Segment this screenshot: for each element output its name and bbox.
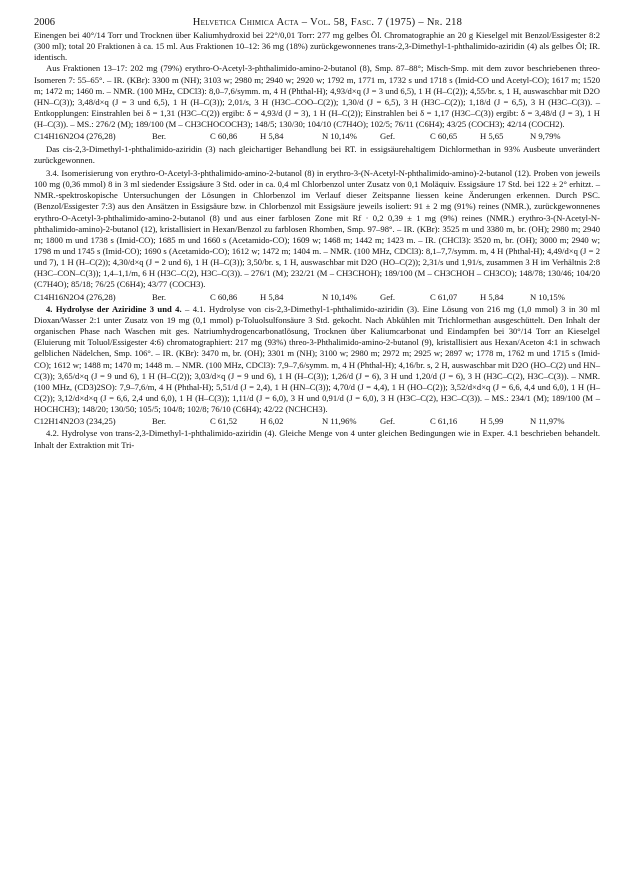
journal-page bbox=[34, 14, 600, 451]
elemental-analysis-3: C12H14N2O3 (234,25) Ber. C 61,52 H 6,02 N 11,96% Gef. C 61,16 H 5,99 N 11,97% bbox=[34, 416, 565, 427]
paragraph-isomerisation: 3.4. Isomerisierung von erythro-O-Acetyl-3-phthalimido-amino-2-butanol (8) in erythro-3-(N-Acetyl-N-phthalimido-amino)-2-butanol (12). Proben von jeweils 100 mg (0,36 mmol) 8 in 3 ml siedender Essigsäure 3 Std. oder in ca. 0,4 ml Chlorbenzol unter Zusatz von 0,1 Moläquiv. Essigsäure 17 Std. bei 122 ± 2° erhitzt. – NMR.-spektroskopische Untersuchungen der Lösungen in Chlorbenzol im Verlauf dieser Zeitspanne liessen keine Änderungen erkennen. Durch PSC. (Benzol/Essigester 7:3) aus den Ansätzen in Essigsäure bzw. in Chlorbenzol mit Essigsäure jeweils isoliert: 91 ± 2 mg (91%) reines (NMR.), zurückgewonnenes erythro-O-Acetyl-3-phthalimido-amino-2-butanol (8) und aus einer farblosen Zone mit Rf · 0,2 0,39 ± 1 mg (9%) reines (NMR.) erythro-3-(N-Acetyl-N-phthalimido-amino)-2-butanol (12), kristallisiert in Hexan/Benzol zu farblosen Rhomben, Smp. 97–98°. – IR. (KBr): 3525 m und 3380 m, br. (OH); 2980 m; 2940 m; 1800 m und 1738 s (Imid-CO); 1685 m und 1660 s (Acetamido-CO); 1609 w; 1468 m; 1442 m; 1423 m. – IR. (CHCl3): 3520 m, br. (OH); 3000 m; 2940 w; 1798 m und 1745 s (Imid-CO); 1690 s (Acetamido-CO); 1612 w; 1472 m; 1404 m. – NMR. (100 MHz, CDCl3): 8,1–7,7/symm. m, 4 H (Phthal-H); 4,49/d×q (J = 2 und 7), 1 H (H–C(2)); 4,30/d×q (J = 2 und 6), 1 H (H–C(3)); 3,50/br. s, 1 H, auswaschbar mit D2O (HO–C(2)); 2,31/s und 1,91/s, zusammen 3 H im Verhältnis 2:8 (H3C–CON–C(3)); 1,4–1,1/m, 6 H (H3C–C(2), H3C–C(3)). – 276/1 (M); 232/21 (M – CH3CHOH); 189/100 (M – CH3CHOH – CH3CO); 148/78; 130/46; 104/20 (C7H4O); 85/18; 76/25 (C6H4); 43/77 (COCH3). bbox=[34, 167, 600, 290]
elemental-analysis-2: C14H16N2O4 (276,28) Ber. C 60,86 H 5,84 N 10,14% Gef. C 61,07 H 5,84 N 10,15% bbox=[34, 291, 565, 302]
paragraph-hydrolysis: 4. Hydrolyse der Aziridine 3 und 4. – 4.1. Hydrolyse von cis-2,3-Dimethyl-1-phthalimido-aziridin (3). Eine Lösung von 216 mg (1,0 mmol) 3 in 30 ml Dioxan/Wasser 2:1 unter Zusatz von 19 mg (0,1 mmol) p-Toluolsulfonsäure 3 Std. gekocht. Nach Abkühlen mit Trichlormethan ausgeschüttelt. Den Inhalt der organischen Phase nach Waschen mit ges. Natriumhydrogencarbonatlösung, Trocknen über Kaliumcarbonat und Eindampfen bei 30°/14 Torr an Kieselgel (Eluierung mit Toluol/Essigester 4:6) chromatographiert: 217 mg (93%) threo-3-Phthalimido-amino-2-butanol (9), kristallisiert aus Hexan/Aceton 4:1 in schwach gelblichen Nädelchen, Smp. 106°. – IR. (KBr): 3470 m, br. (OH); 3301 m (NH); 3100 w; 2980 m; 2972 m; 2925 w; 2897 w; 1778 m, 1762 m und 1715 s (Imid-CO); 1612 w; 1488 m; 1470 m; 1448 m. – NMR. (100 MHz, CDCl3): 7,9–7,6/symm. m, 4 H (Phthal-H); 4,16/br. s, 2 H, auswaschbar mit D2O (HO–C(2) und HN–C(3)); 3,65/d×q (J = 9 und 6), 1 H (H–C(2)); 3,03/d×q (J = 9 und 6), 1 H (H–C(3)); 1,26/d (J = 6), 3 H und 1,20/d (J = 6), 3 H (H3C–C(2), H3C–C(3)). – NMR. (100 MHz, (CD3)2SO): 7,9–7,6/m, 4 H (Phthal-H); 5,51/d (J = 2,4), 1 H (HN–C(3)); 4,70/d (J = 4,4), 1 H (HO–C(2)); 3,52/d×d×q (J = 6,6, 4,4 und 6,0), 1 H (H–C(2)); 3,12/d×d×q (J = 6,6, 2,4 und 6,0), 1 H (H–C(3)); 1,11/d (J = 6,0), 3 H und 0,91/d (J = 6,0), 3 H (H3C–C(2), H3C–C(3)). – MS.: 234/1 (M); 189/100 (M – HOCHCH3); 148/20; 130/50; 105/5; 104/8; 102/8; 76/10 (C6H4); 42/22 (NCHCH3). bbox=[34, 303, 600, 415]
paragraph-chromatography: Einengen bei 40°/14 Torr und Trocknen über Kaliumhydroxid bei 22°/0,01 Torr: 277 mg gelbes Öl. Chromatographie an 20 g Kieselgel mit Benzol/Essigester 8:2 (300 ml); total 20 Fraktionen à ca. 15 ml. Aus Fraktionen 10–12: 36 mg (18%) zurückgewonnenes trans-2,3-Dimethyl-1-phthalimido-aziridin (4) als gelbes Öl; IR. identisch. bbox=[34, 30, 600, 63]
elemental-analysis-1: C14H16N2O4 (276,28) Ber. C 60,86 H 5,84 N 10,14% Gef. C 60,65 H 5,65 N 9,79% bbox=[34, 131, 561, 142]
page-number: 2006 bbox=[34, 16, 55, 28]
paragraph-cis-aziridine: Das cis-2,3-Dimethyl-1-phthalimido-aziridin (3) nach gleichartiger Behandlung bei RT. in essigsäurehaltigem Dichlormethan in 93% Ausbeute unverändert zurückgewonnen. bbox=[34, 143, 600, 165]
paragraph-erythro-acetyl: Aus Fraktionen 13–17: 202 mg (79%) erythro-O-Acetyl-3-phthalimido-amino-2-butanol (8), Smp. 87–88°; Misch-Smp. mit dem zuvor beschriebenen threo-Isomeren 7: 55–65°. – IR. (KBr): 3300 m (NH); 3103 w; 2980 m; 2940 w; 2920 w; 1792 m, 1771 m, 1732 s und 1718 s (Imid-CO und Acetyl-CO); 1617 m; 1520 m; 1472 m; 1460 m. – NMR. (100 MHz, CDCl3): 8,0–7,6/symm. m, 4 H (Phthal-H); 4,93/d×q (J = 3 und 6,5), 1 H (H–C(2)); 4,55/br. s, 1 H, auswaschbar mit D2O (HN–C(3)); 3,48/d×q (J = 3 und 6,5), 1 H (H–C(3)); 2,01/s, 3 H (H3C–COO–C(2)); 1,30/d (J = 6,5), 3 H (H3C–C(2)); 1,18/d (J = 6,5), 3 H (H3C–C(3)). – Entkopplungen: Einstrahlen bei δ = 1,31 (H3C–C(2)) ergibt: δ = 4,93/d (J = 3), 1 H (H–C(2)); Einstrahlen bei δ = 1,17 (H3C–C(3)) ergibt: δ = 3,48/d (J = 3), 1 H (H–C(3)). – MS.: 276/2 (M); 189/100 (M – CH3CHOCOCH3); 148/5; 130/30; 104/10 (C7H4O); 102/5; 76/11 (C6H4); 43/25 (COCH3); 42/14 (COCH2). bbox=[34, 63, 600, 130]
paragraph-trans-hydrolysis: 4.2. Hydrolyse von trans-2,3-Dimethyl-1-phthalimido-aziridin (4). Gleiche Menge von 4 unter gleichen Bedingungen wie in Exper. 4.1 beschrieben behandelt. Inhalt der Extraktion mit Tri- bbox=[34, 428, 600, 450]
section-heading-hydrolysis: 4. Hydrolyse der Aziridine 3 und 4. bbox=[46, 303, 182, 314]
running-header bbox=[34, 14, 600, 30]
journal-title: Helvetica Chimica Acta – Vol. 58, Fasc. 7 (1975) – Nr. 218 bbox=[192, 16, 463, 28]
